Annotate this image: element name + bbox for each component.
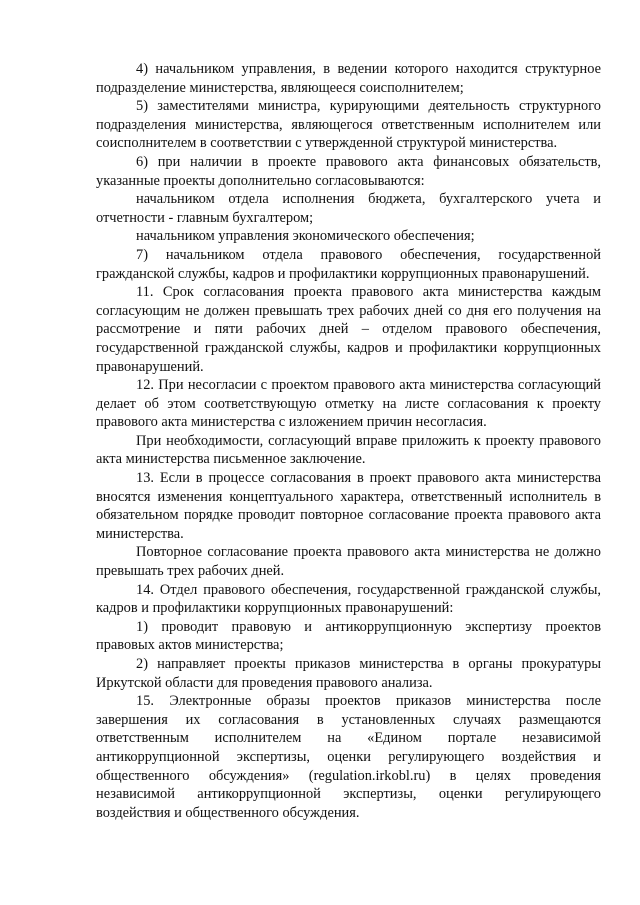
paragraph-section-14: 14. Отдел правового обеспечения, государственной гражданской службы, кадров и профилактики коррупционных правонарушений:: [96, 581, 601, 617]
paragraph-item-4: 4) начальником управления, в ведении которого находится структурное подразделение министерства, являющееся соисполнителем;: [96, 61, 601, 96]
paragraph-item-7: 7) начальником отдела правового обеспечения, государственной гражданской службы, кадров и профилактики коррупционных правонарушений.: [96, 246, 601, 282]
paragraph-economic-head: начальником управления экономического обеспечения;: [136, 228, 475, 245]
paragraph-section-11: 11. Срок согласования проекта правового акта министерства каждым согласующим не должен превышать трех рабочих дней со дня его получения на рассмотрение и пяти рабочих дней – отделом правового обеспечения, государственной гражданской службы, кадров и профилактики коррупционных правонарушений.: [96, 284, 601, 375]
paragraph-item-6: 6) при наличии в проекте правового акта финансовых обязательств, указанные проекты дополнительно согласовываются:: [96, 153, 601, 189]
paragraph-section-15: 15. Электронные образы проектов приказов министерства после завершения их согласования в установленных случаях размещаются ответственным исполнителем на «Едином портале независимой антикоррупционной экспертизы, оценки регулирующего воздействия и общественного обсуждения» (regulation.irkobl.ru) в целях проведения независимой антикоррупционной экспертизы, оценки регулирующего воздействия и общественного обсуждения.: [96, 693, 601, 821]
paragraph-section-13: 13. Если в процессе согласования в проект правового акта министерства вносятся изменения концептуального характера, ответственный исполнитель в обязательном порядке проводит повторное согласование проекта правового акта министерства.: [96, 470, 601, 542]
paragraph-repeat-approval: Повторное согласование проекта правового акта министерства не должно превышать трех рабочих дней.: [96, 544, 601, 580]
paragraph-item-5: 5) заместителями министра, курирующими деятельность структурного подразделения министерства, являющегося ответственным исполнителем или соисполнителем в соответствии с утвержденной структурой министерства.: [96, 98, 601, 152]
paragraph-section-12: 12. При несогласии с проектом правового акта министерства согласующий делает об этом соответствующую отметку на листе согласования к проекту правового акта министерства с изложением причин несогласия.: [96, 377, 601, 431]
paragraph-section-14-item-2: 2) направляет проекты приказов министерства в органы прокуратуры Иркутской области для проведения правового анализа.: [96, 656, 601, 691]
document-page: [96, 60, 601, 822]
paragraph-written-conclusion: При необходимости, согласующий вправе приложить к проекту правового акта министерства письменное заключение.: [96, 432, 601, 468]
paragraph-section-14-item-1: 1) проводит правовую и антикоррупционную экспертизу проектов правовых актов министерства;: [96, 618, 601, 654]
paragraph-chief-accountant: начальником отдела исполнения бюджета, бухгалтерского учета и отчетности - главным бухгалтером;: [96, 191, 601, 226]
